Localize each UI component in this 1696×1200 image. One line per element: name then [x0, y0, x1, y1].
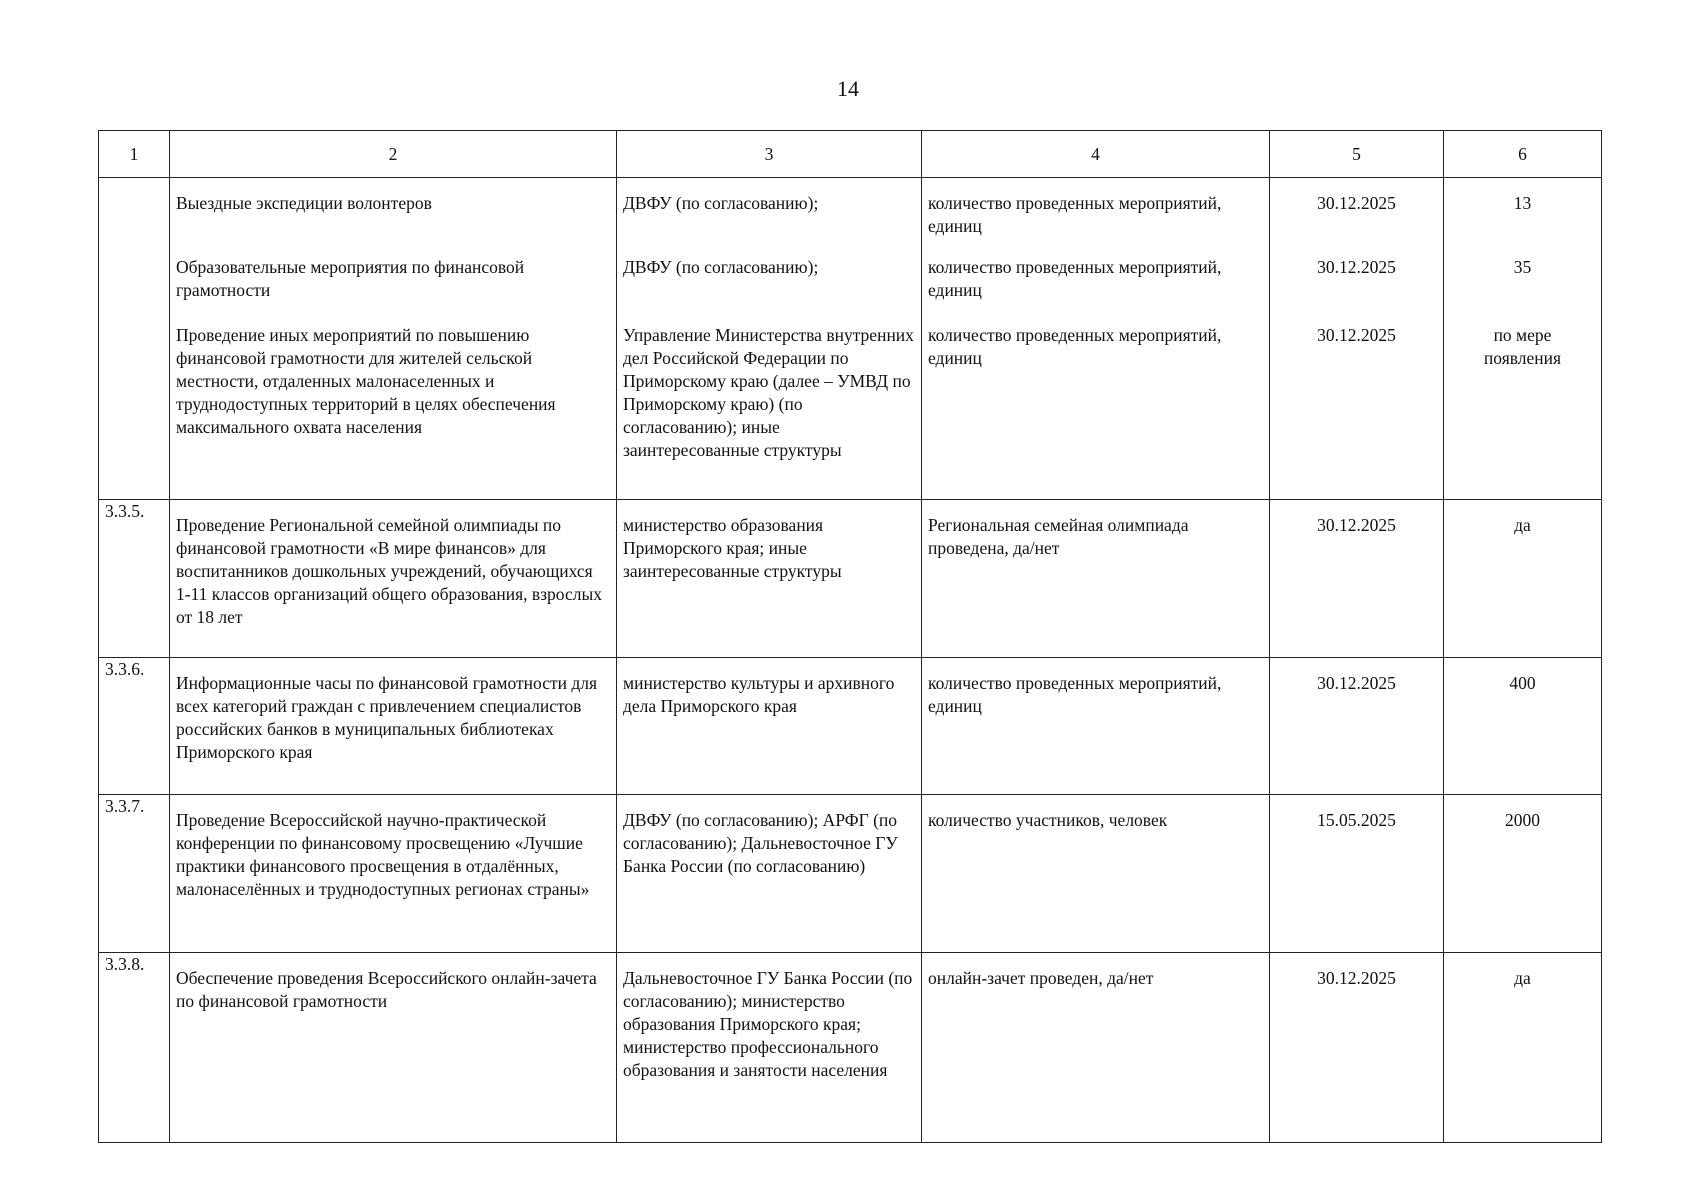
value-text: 2000	[1505, 810, 1540, 830]
deadline-cell	[1270, 178, 1444, 500]
task-text: Обеспечение проведения Всероссийского онлайн-зачета по финансовой грамотности	[176, 968, 597, 1011]
deadline-text: 30.12.2025	[1317, 673, 1396, 693]
plan-table	[98, 130, 1602, 1143]
row-number-cell	[99, 178, 170, 500]
deadline-text: 30.12.2025	[1317, 515, 1396, 535]
deadline-cell	[1270, 953, 1444, 1143]
table-header-row	[99, 131, 1602, 178]
deadline-cell	[1270, 795, 1444, 953]
executor-text: Дальневосточное ГУ Банка России (по согласованию); министерство образования Приморского края; министерство профессионального образования и занятости населения	[623, 968, 913, 1080]
indicator-text: Региональная семейная олимпиада проведена, да/нет	[928, 515, 1189, 558]
task-cell	[170, 953, 617, 1143]
table-row	[99, 178, 1602, 500]
executor-cell	[617, 953, 922, 1143]
indicator-cell	[922, 658, 1270, 795]
executor-text: ДВФУ (по согласованию);	[623, 257, 819, 277]
page-number: 14	[837, 76, 859, 101]
executor-cell	[617, 795, 922, 953]
deadline-text: 30.12.2025	[1317, 968, 1396, 988]
indicator-cell	[922, 178, 1270, 500]
value-cell	[1444, 178, 1602, 500]
executor-cell	[617, 178, 922, 500]
executor-text: ДВФУ (по согласованию); АРФГ (по согласованию); Дальневосточное ГУ Банка России (по согласованию)	[623, 810, 898, 876]
task-cell	[170, 658, 617, 795]
row-number-cell: 3.3.7.	[99, 795, 170, 953]
deadline-text: 30.12.2025	[1317, 257, 1396, 277]
value-cell	[1444, 500, 1602, 658]
executor-cell	[617, 500, 922, 658]
column-header: 3	[617, 131, 922, 178]
table-row	[99, 795, 1602, 953]
task-text: Проведение иных мероприятий по повышению финансовой грамотности для жителей сельской местности, отдаленных малонаселенных и труднодоступных территорий в целях обеспечения максимального охвата населения	[176, 325, 556, 437]
indicator-text: онлайн-зачет проведен, да/нет	[928, 968, 1154, 988]
deadline-text: 30.12.2025	[1317, 193, 1396, 213]
table-row	[99, 953, 1602, 1143]
deadline-text: 15.05.2025	[1317, 810, 1396, 830]
deadline-cell	[1270, 500, 1444, 658]
indicator-cell	[922, 795, 1270, 953]
value-text: 400	[1509, 673, 1536, 693]
indicator-text: количество проведенных мероприятий, единиц	[928, 193, 1222, 236]
value-cell	[1444, 953, 1602, 1143]
indicator-cell	[922, 953, 1270, 1143]
executor-text: министерство образования Приморского края; иные заинтересованные структуры	[623, 515, 842, 581]
row-number-cell: 3.3.5.	[99, 500, 170, 658]
task-cell	[170, 178, 617, 500]
column-header: 5	[1270, 131, 1444, 178]
task-text: Проведение Региональной семейной олимпиады по финансовой грамотности «В мире финансов» для воспитанников дошкольных учреждений, обучающихся 1-11 классов организаций общего образования, взрослых от 18 лет	[176, 515, 602, 627]
column-header: 2	[170, 131, 617, 178]
indicator-text: количество проведенных мероприятий, единиц	[928, 257, 1222, 300]
indicator-cell	[922, 500, 1270, 658]
executor-text: министерство культуры и архивного дела Приморского края	[623, 673, 895, 716]
value-text: 13	[1513, 193, 1532, 213]
column-header: 1	[99, 131, 170, 178]
value-cell	[1444, 658, 1602, 795]
indicator-text: количество участников, человек	[928, 810, 1168, 830]
row-number-cell: 3.3.6.	[99, 658, 170, 795]
column-header: 4	[922, 131, 1270, 178]
indicator-text: количество проведенных мероприятий, единиц	[928, 673, 1222, 716]
table-row	[99, 658, 1602, 795]
task-text: Выездные экспедиции волонтеров	[176, 193, 432, 213]
task-cell	[170, 500, 617, 658]
task-cell	[170, 795, 617, 953]
task-text: Информационные часы по финансовой грамотности для всех категорий граждан с привлечением специалистов российских банков в муниципальных библиотеках Приморского края	[176, 673, 598, 762]
task-text: Образовательные мероприятия по финансовой грамотности	[176, 257, 525, 300]
column-header: 6	[1444, 131, 1602, 178]
indicator-text: количество проведенных мероприятий, единиц	[928, 325, 1222, 368]
value-cell	[1444, 795, 1602, 953]
value-text: да	[1514, 515, 1531, 535]
value-text: да	[1514, 968, 1531, 988]
task-text: Проведение Всероссийской научно-практической конференции по финансовому просвещению «Лучшие практики финансового просвещения в отдалённых, малонаселённых и труднодоступных регионах страны»	[176, 810, 590, 899]
executor-cell	[617, 658, 922, 795]
deadline-cell	[1270, 658, 1444, 795]
executor-text: Управление Министерства внутренних дел Российской Федерации по Приморскому краю (далее – УМВД по Приморскому краю) (по согласованию); иные заинтересованные структуры	[623, 325, 914, 460]
executor-text: ДВФУ (по согласованию);	[623, 193, 819, 213]
value-text: 35	[1513, 257, 1532, 277]
deadline-text: 30.12.2025	[1317, 325, 1396, 345]
value-text: по мере появления	[1483, 325, 1562, 368]
row-number-cell: 3.3.8.	[99, 953, 170, 1143]
table-row	[99, 500, 1602, 658]
